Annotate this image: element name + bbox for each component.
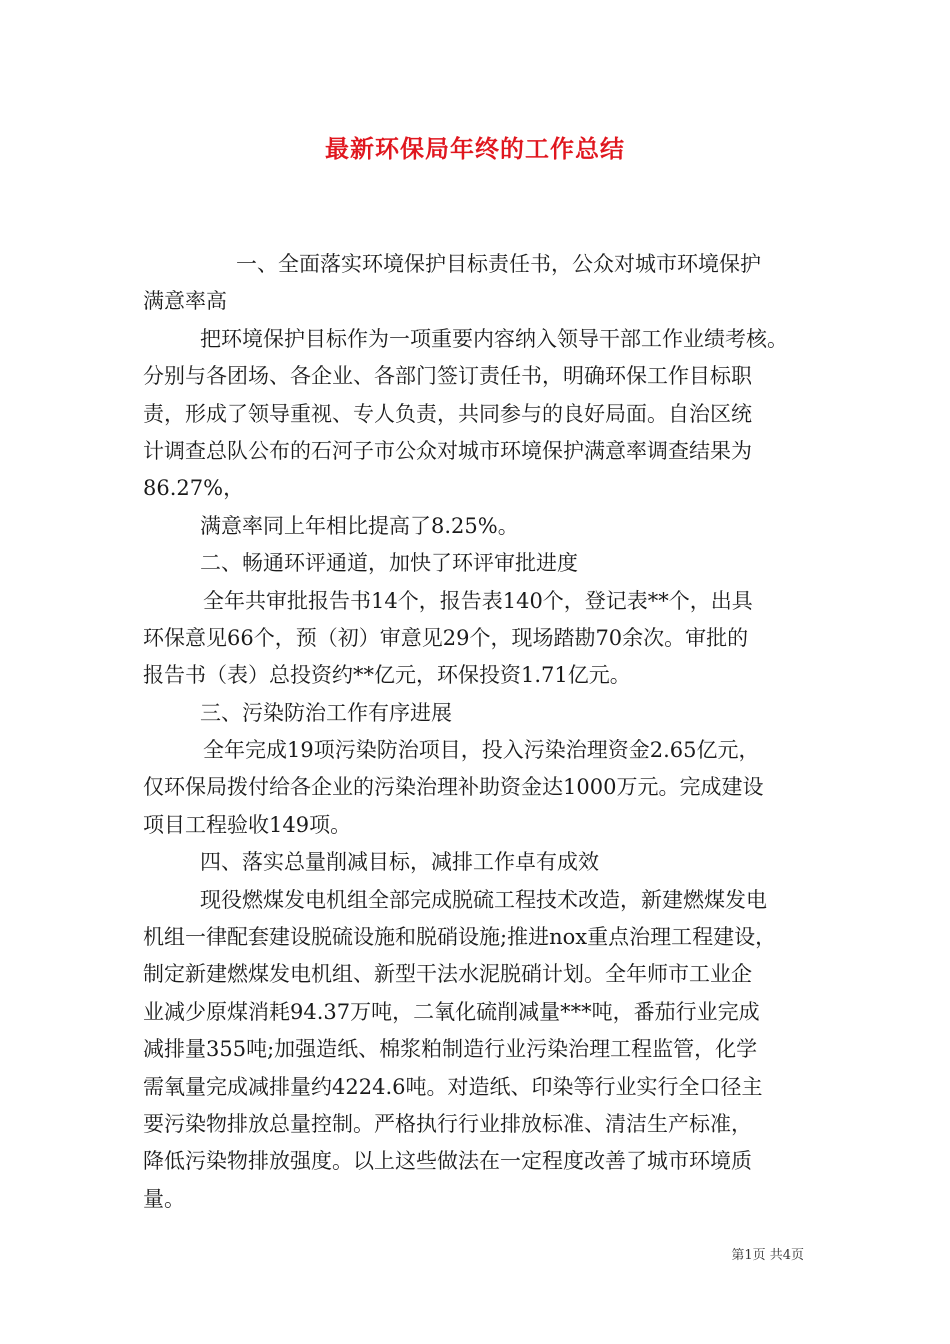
paragraph-line: 降低污染物排放强度。以上这些做法在一定程度改善了城市环境质 — [143, 1149, 752, 1174]
paragraph-line: 满意率同上年相比提高了8.25%。 — [200, 513, 519, 538]
paragraph-line: 要污染物排放总量控制。严格执行行业排放标准、清洁生产标准， — [143, 1111, 752, 1136]
paragraph-line: 项目工程验收149项。 — [143, 812, 352, 837]
paragraph-line: 全年共审批报告书14个，报告表140个，登记表**个，出具 — [203, 588, 753, 613]
paragraph-line: 机组一律配套建设脱硫设施和脱硝设施;推进nox重点治理工程建设， — [143, 925, 777, 950]
paragraph-line: 分别与各团场、各企业、各部门签订责任书，明确环保工作目标职 — [143, 364, 752, 389]
section-heading-3: 三、污染防治工作有序进展 — [200, 700, 452, 725]
section-heading-4: 四、落实总量削减目标，减排工作卓有成效 — [200, 850, 599, 875]
paragraph-line: 计调查总队公布的石河子市公众对城市环境保护满意率调查结果为 — [143, 438, 752, 463]
section-heading-1: 一、全面落实环境保护目标责任书，公众对城市环境保护 — [236, 252, 761, 276]
paragraph-line: 减排量355吨;加强造纸、棉浆粕制造行业污染治理工程监管，化学 — [143, 1037, 758, 1062]
document-body — [143, 246, 815, 1218]
paragraph-line: 现役燃煤发电机组全部完成脱硫工程技术改造，新建燃煤发电 — [200, 887, 767, 912]
paragraph-line: 责，形成了领导重视、专人负责，共同参与的良好局面。自治区统 — [143, 401, 752, 426]
page-number-footer: 第1页 共4页 — [731, 1248, 804, 1263]
paragraph-line: 业减少原煤消耗94.37万吨，二氧化硫削减量***吨，番茄行业完成 — [143, 999, 760, 1024]
paragraph-line: 仅环保局拨付给各企业的污染治理补助资金达1000万元。完成建设 — [143, 775, 764, 800]
section-heading-1-cont: 满意率高 — [143, 289, 227, 314]
paragraph-line: 报告书（表）总投资约**亿元，环保投资1.71亿元。 — [143, 663, 631, 688]
page-title: 最新环保局年终的工作总结 — [325, 134, 625, 163]
paragraph-line: 环保意见66个，预（初）审意见29个，现场踏勘70余次。审批的 — [143, 625, 749, 650]
paragraph-line: 86.27%， — [143, 476, 245, 501]
paragraph-line: 需氧量完成减排量约4224.6吨。对造纸、印染等行业实行全口径主 — [143, 1074, 763, 1099]
paragraph-line: 制定新建燃煤发电机组、新型干法水泥脱硝计划。全年师市工业企 — [143, 962, 752, 987]
paragraph-line: 把环境保护目标作为一项重要内容纳入领导干部工作业绩考核。 — [200, 326, 788, 351]
paragraph-line: 全年完成19项污染防治项目，投入污染治理资金2.65亿元， — [203, 738, 760, 763]
section-heading-2: 二、畅通环评通道，加快了环评审批进度 — [200, 551, 578, 576]
paragraph-line: 量。 — [143, 1186, 185, 1211]
